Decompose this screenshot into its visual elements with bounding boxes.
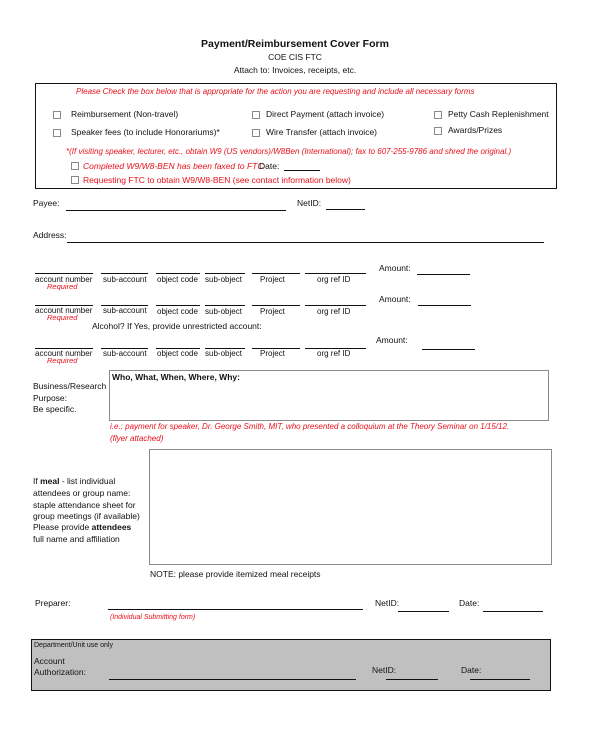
amount-field[interactable]: [422, 349, 475, 350]
meal-instruction-line3: staple attendance sheet for: [33, 500, 136, 510]
col-project: Project: [260, 307, 285, 316]
col-project: Project: [260, 349, 285, 358]
amount-label: Amount:: [376, 335, 408, 345]
checkbox-speaker-fees[interactable]: [53, 129, 61, 137]
department-label-line1: Account: [34, 656, 65, 666]
business-label-line2: Purpose:: [33, 393, 68, 403]
payee-netid-label: NetID:: [297, 198, 322, 208]
amount-field[interactable]: [418, 305, 471, 306]
department-netid-label: NetID:: [372, 665, 397, 675]
col-project: Project: [260, 275, 285, 284]
required-note: Required: [47, 282, 78, 291]
w9-date-label: Date:: [259, 161, 280, 171]
col-account-number: account number: [35, 306, 93, 315]
speaker-note: *(If visiting speaker, lecturer, etc., obtain W9 (US vendors)/W8Ben (International); fax to 607-255-9786 and shred the original.): [66, 147, 512, 156]
meal-attendees-textarea[interactable]: [149, 449, 552, 565]
required-note: Required: [47, 356, 78, 365]
business-box-heading: Who, What, When, Where, Why:: [112, 372, 240, 382]
org-ref-id-field[interactable]: [305, 273, 366, 274]
checkbox-wire-transfer[interactable]: [252, 129, 260, 137]
preparer-netid-label: NetID:: [375, 598, 400, 608]
preparer-hint: (Individual Submitting form): [110, 614, 196, 621]
meal-line5-prefix: Please provide: [33, 522, 92, 532]
option-wire-transfer-label: Wire Transfer (attach invoice): [266, 127, 378, 137]
meal-instruction-line1: [33, 476, 115, 486]
preparer-netid-field[interactable]: [398, 611, 449, 612]
department-label-line2: Authorization:: [34, 667, 86, 677]
project-field[interactable]: [252, 305, 300, 306]
checkbox-petty-cash[interactable]: [434, 111, 442, 119]
department-heading: Department/Unit use only: [34, 642, 113, 649]
col-object-code: object code: [157, 275, 198, 284]
meal-instruction-line6: full name and affiliation: [33, 534, 120, 544]
alcohol-label: Alcohol? If Yes, provide unrestricted account:: [92, 321, 262, 331]
meal-line1-suffix: - list individual: [59, 476, 116, 486]
request-w9-label: Requesting FTC to obtain W9/W8-BEN (see contact information below): [83, 175, 351, 185]
option-direct-payment-label: Direct Payment (attach invoice): [266, 109, 385, 119]
business-example-line1: i.e.: payment for speaker, Dr. George Smith, MIT, who presented a colloquium at the Theory Seminar on 1/15/12.: [110, 422, 510, 431]
checkbox-w9-faxed[interactable]: [71, 162, 79, 170]
col-object-code: object code: [157, 307, 198, 316]
attach-note: Attach to: Invoices, receipts, etc.: [233, 65, 357, 75]
address-label: Address:: [33, 230, 67, 240]
col-sub-account: sub-account: [103, 275, 147, 284]
option-awards-prizes-label: Awards/Prizes: [448, 125, 503, 135]
meal-instruction-line4: group meetings (if available): [33, 511, 140, 521]
business-label-line3: Be specific.: [33, 404, 77, 414]
col-sub-account: sub-account: [103, 349, 147, 358]
payee-label: Payee:: [33, 198, 60, 208]
object-code-field[interactable]: [156, 305, 200, 306]
address-field[interactable]: [67, 242, 544, 243]
required-note: Required: [47, 313, 78, 322]
option-reimbursement-label: Reimbursement (Non-travel): [71, 109, 179, 119]
amount-field[interactable]: [417, 274, 470, 275]
department-date-label: Date:: [461, 665, 482, 675]
payee-field[interactable]: [66, 210, 286, 211]
col-org-ref-id: org ref ID: [317, 307, 351, 316]
amount-label: Amount:: [379, 294, 411, 304]
checkbox-request-w9[interactable]: [71, 176, 79, 184]
col-org-ref-id: org ref ID: [317, 349, 351, 358]
sub-object-field[interactable]: [205, 273, 245, 274]
preparer-date-field[interactable]: [483, 611, 543, 612]
meal-line1-bold: meal: [40, 476, 60, 486]
amount-label: Amount:: [379, 263, 411, 273]
project-field[interactable]: [252, 273, 300, 274]
sub-object-field[interactable]: [205, 305, 245, 306]
meal-receipts-note: NOTE: please provide itemized meal receipts: [150, 569, 321, 579]
department-date-field[interactable]: [470, 679, 530, 680]
business-example-line2: (flyer attached): [110, 434, 164, 443]
business-label-line1: Business/Research: [33, 381, 107, 391]
w9-faxed-label: Completed W9/W8-BEN has been faxed to FTC: [83, 161, 264, 171]
department-netid-field[interactable]: [386, 679, 438, 680]
col-object-code: object code: [157, 349, 198, 358]
meal-line1-prefix: If: [33, 476, 41, 486]
meal-instruction-line5: [33, 522, 131, 532]
meal-instruction-line2: attendees or group name:: [33, 488, 131, 498]
meal-line5-bold: attendees: [91, 522, 132, 532]
col-org-ref-id: org ref ID: [317, 275, 351, 284]
checkbox-direct-payment[interactable]: [252, 111, 260, 119]
preparer-date-label: Date:: [459, 598, 480, 608]
option-speaker-fees-label: Speaker fees (to include Honorariums)*: [71, 127, 220, 137]
col-sub-account: sub-account: [103, 306, 147, 315]
authorization-field[interactable]: [109, 679, 356, 680]
col-account-number: account number: [35, 349, 93, 358]
w9-date-field[interactable]: [284, 170, 320, 171]
account-number-field[interactable]: [35, 273, 93, 274]
option-petty-cash-label: Petty Cash Replenishment: [448, 109, 549, 119]
preparer-field[interactable]: [108, 609, 363, 610]
object-code-field[interactable]: [156, 273, 200, 274]
checkbox-instruction: Please Check the box below that is appropriate for the action you are requesting and include all necessary forms: [76, 87, 475, 96]
org-ref-id-field[interactable]: [305, 305, 366, 306]
form-title: Payment/Reimbursement Cover Form: [201, 38, 389, 50]
sub-account-field[interactable]: [101, 273, 148, 274]
checkbox-reimbursement[interactable]: [53, 111, 61, 119]
col-sub-object: sub-object: [205, 275, 242, 284]
form-subtitle: COE CIS FTC: [268, 52, 322, 62]
preparer-label: Preparer:: [35, 598, 71, 608]
col-sub-object: sub-object: [205, 307, 242, 316]
payee-netid-field[interactable]: [326, 209, 365, 210]
col-sub-object: sub-object: [205, 349, 242, 358]
checkbox-awards-prizes[interactable]: [434, 127, 442, 135]
col-account-number: account number: [35, 275, 93, 284]
